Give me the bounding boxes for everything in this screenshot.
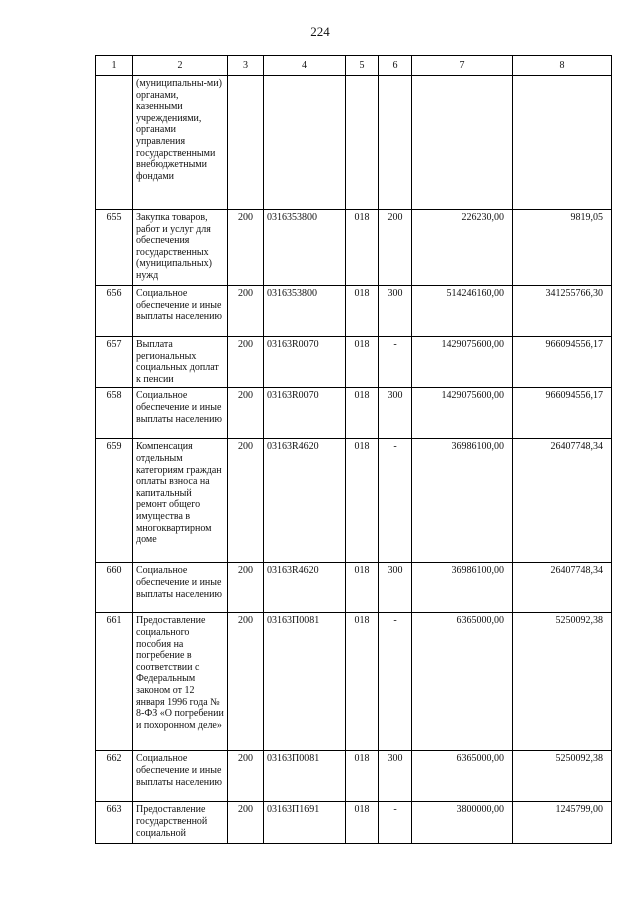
cell-col5: 018 <box>346 563 379 613</box>
row-name: Социальное обеспечение и иные выплаты населению <box>133 388 228 439</box>
column-header: 4 <box>264 56 346 76</box>
row-number: 656 <box>96 286 133 337</box>
row-number: 660 <box>96 563 133 613</box>
cell-col4: 03163R4620 <box>264 563 346 613</box>
cell-col7: 6365000,00 <box>412 751 513 802</box>
row-name: Предоставление государственной социальной <box>133 802 228 844</box>
table-row <box>96 210 612 286</box>
row-number: 661 <box>96 613 133 751</box>
cell-col5: 018 <box>346 802 379 844</box>
row-name: Выплата региональных социальных доплат к пенсии <box>133 337 228 388</box>
cell-col4: 0316353800 <box>264 286 346 337</box>
row-number: 662 <box>96 751 133 802</box>
cell-col6: 200 <box>379 210 412 286</box>
cell-col6: 300 <box>379 751 412 802</box>
cell-col8: 5250092,38 <box>513 751 612 802</box>
table-row <box>96 751 612 802</box>
column-header: 1 <box>96 56 133 76</box>
cell-col4: 03163П0081 <box>264 751 346 802</box>
column-header: 2 <box>133 56 228 76</box>
cell-col4 <box>264 76 346 210</box>
cell-col5: 018 <box>346 388 379 439</box>
cell-col8 <box>513 76 612 210</box>
row-name: Компенсация отдельным категориям граждан оплаты взноса на капитальный ремонт общего имущества в многоквартирном доме <box>133 439 228 563</box>
cell-col6: - <box>379 337 412 388</box>
cell-col3: 200 <box>228 439 264 563</box>
cell-col3: 200 <box>228 210 264 286</box>
cell-col8: 341255766,30 <box>513 286 612 337</box>
cell-col5: 018 <box>346 613 379 751</box>
cell-col6 <box>379 76 412 210</box>
column-header: 8 <box>513 56 612 76</box>
cell-col4: 03163П1691 <box>264 802 346 844</box>
cell-col8: 966094556,17 <box>513 337 612 388</box>
table-row <box>96 286 612 337</box>
cell-col3: 200 <box>228 613 264 751</box>
cell-col7: 514246160,00 <box>412 286 513 337</box>
cell-col4: 03163R0070 <box>264 337 346 388</box>
page-number: 224 <box>310 24 330 39</box>
column-header: 3 <box>228 56 264 76</box>
cell-col8: 5250092,38 <box>513 613 612 751</box>
row-number: 658 <box>96 388 133 439</box>
table-row <box>96 613 612 751</box>
cell-col7: 3800000,00 <box>412 802 513 844</box>
row-number: 663 <box>96 802 133 844</box>
cell-col8: 9819,05 <box>513 210 612 286</box>
cell-col3: 200 <box>228 563 264 613</box>
cell-col4: 03163R4620 <box>264 439 346 563</box>
header-row <box>96 56 612 76</box>
row-number <box>96 76 133 210</box>
cell-col5 <box>346 76 379 210</box>
table-row <box>96 388 612 439</box>
cell-col8: 26407748,34 <box>513 439 612 563</box>
row-name: Социальное обеспечение и иные выплаты населению <box>133 563 228 613</box>
cell-col6: - <box>379 439 412 563</box>
cell-col5: 018 <box>346 286 379 337</box>
row-name: (муниципальны-ми) органами, казенными учреждениями, органами управления государственными внебюджетными фондами <box>133 76 228 210</box>
cell-col8: 1245799,00 <box>513 802 612 844</box>
row-number: 655 <box>96 210 133 286</box>
cell-col6: - <box>379 613 412 751</box>
cell-col3: 200 <box>228 337 264 388</box>
row-name: Социальное обеспечение и иные выплаты населению <box>133 751 228 802</box>
table-row <box>96 337 612 388</box>
cell-col6: 300 <box>379 563 412 613</box>
cell-col8: 26407748,34 <box>513 563 612 613</box>
column-header: 7 <box>412 56 513 76</box>
cell-col6: 300 <box>379 286 412 337</box>
row-name: Предоставление социального пособия на погребение в соответствии с Федеральным законом от 12 января 1996 года № 8-ФЗ «О погребении и похоронном деле» <box>133 613 228 751</box>
row-number: 657 <box>96 337 133 388</box>
cell-col7: 36986100,00 <box>412 563 513 613</box>
table-row <box>96 563 612 613</box>
cell-col3: 200 <box>228 751 264 802</box>
cell-col7: 6365000,00 <box>412 613 513 751</box>
row-name: Социальное обеспечение и иные выплаты населению <box>133 286 228 337</box>
cell-col5: 018 <box>346 751 379 802</box>
row-name: Закупка товаров, работ и услуг для обеспечения государственных (муниципальных) нужд <box>133 210 228 286</box>
column-header: 6 <box>379 56 412 76</box>
column-header: 5 <box>346 56 379 76</box>
cell-col4: 03163П0081 <box>264 613 346 751</box>
cell-col5: 018 <box>346 439 379 563</box>
cell-col3: 200 <box>228 286 264 337</box>
table-row <box>96 802 612 844</box>
cell-col7 <box>412 76 513 210</box>
cell-col6: - <box>379 802 412 844</box>
cell-col3: 200 <box>228 802 264 844</box>
cell-col3: 200 <box>228 388 264 439</box>
budget-table <box>95 55 612 844</box>
cell-col4: 03163R0070 <box>264 388 346 439</box>
cell-col3 <box>228 76 264 210</box>
cell-col4: 0316353800 <box>264 210 346 286</box>
cell-col7: 1429075600,00 <box>412 388 513 439</box>
cell-col7: 1429075600,00 <box>412 337 513 388</box>
table-row <box>96 439 612 563</box>
cell-col5: 018 <box>346 210 379 286</box>
cell-col6: 300 <box>379 388 412 439</box>
cell-col5: 018 <box>346 337 379 388</box>
cell-col8: 966094556,17 <box>513 388 612 439</box>
table-row <box>96 76 612 210</box>
cell-col7: 226230,00 <box>412 210 513 286</box>
row-number: 659 <box>96 439 133 563</box>
cell-col7: 36986100,00 <box>412 439 513 563</box>
